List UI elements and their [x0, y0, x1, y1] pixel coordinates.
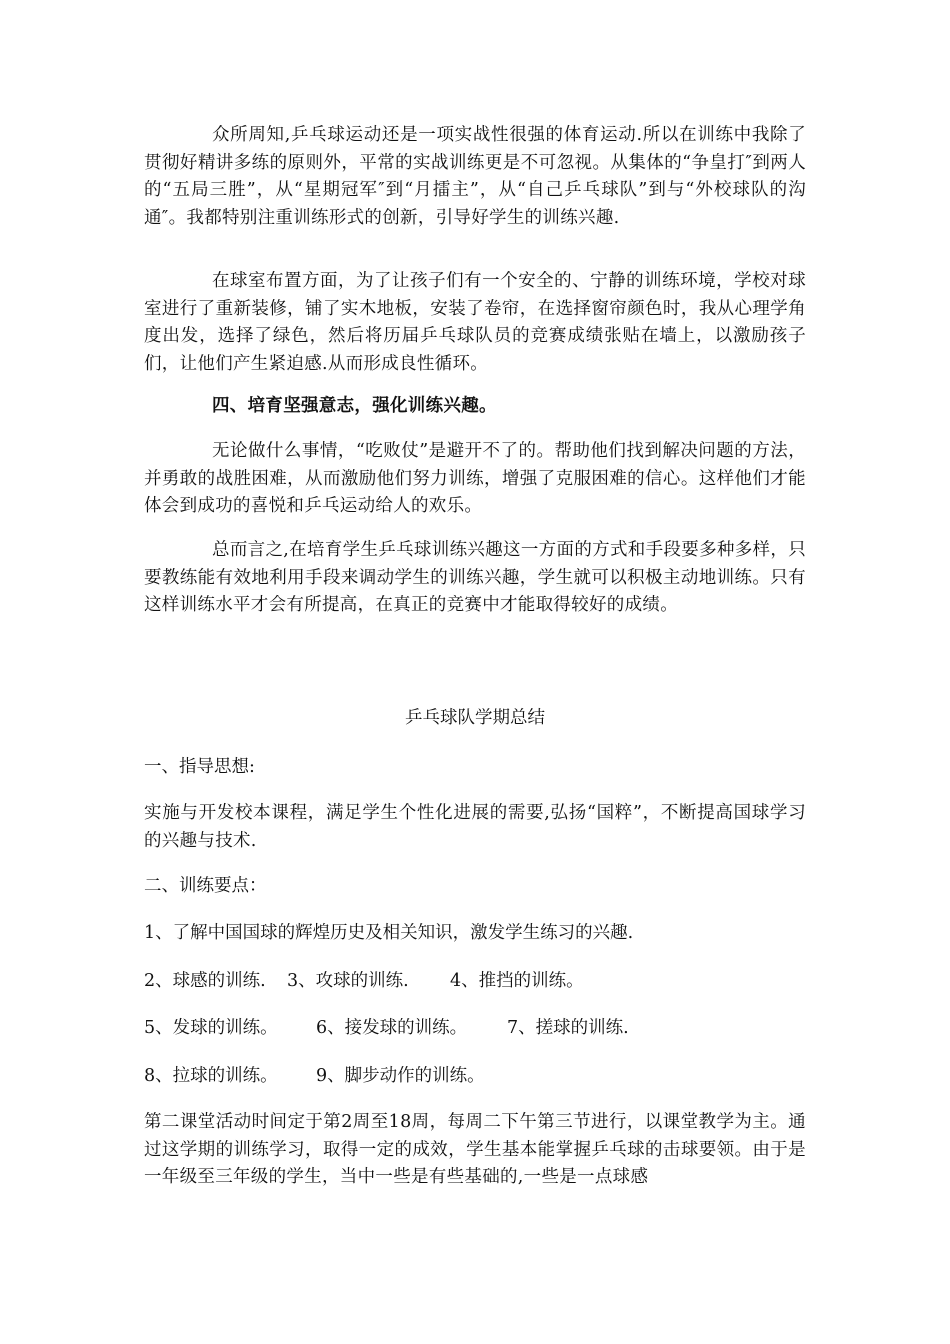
training-point-4: 4、推挡的训练。 — [450, 971, 584, 991]
section-heading-four: 四、培育坚强意志，强化训练兴趣。 — [212, 396, 497, 416]
training-points-row-3 — [144, 1015, 629, 1043]
training-point-1: 1、了解中国国球的辉煌历史及相关知识，激发学生练习的兴趣. — [144, 923, 634, 943]
training-point-5: 5、发球的训练。 — [144, 1018, 278, 1038]
paragraph-ball-room: 在球室布置方面，为了让孩子们有一个安全的、宁静的训练环境，学校对球室进行了重新装修，铺了实木地板，安装了卷帘，在选择窗帘颜色时，我从心理学角度出发，选择了绿色，然后将历届乒乓球队员的竞赛成绩张贴在墙上，以激励孩子们，让他们产生紧迫感.从而形成良性循环。 — [144, 271, 806, 374]
training-points-row-2 — [144, 968, 584, 996]
section1-heading: 一、指导思想: — [144, 757, 255, 777]
paragraph-practical-training: 众所周知,乒乓球运动还是一项实战性很强的体育运动.所以在训练中我除了贯彻好精讲多练的原则外，平常的实战训练更是不可忽视。从集体的“争皇打″到两人的“五局三胜”，从“星期冠军″到“月擂主”，从“自己乒乓球队”到与“外校球队的沟通″。我都特别注重训练形式的创新，引导好学生的训练兴趣. — [144, 125, 806, 228]
summary-title: 乒乓球队学期总结 — [405, 708, 545, 728]
training-point-9: 9、脚步动作的训练。 — [316, 1066, 485, 1086]
paragraph-conclusion: 总而言之,在培育学生乒乓球训练兴趣这一方面的方式和手段要多种多样，只要教练能有效地利用手段来调动学生的训练兴趣，学生就可以积极主动地训练。只有这样训练水平才会有所提高，在真正的竞赛中才能取得较好的成绩。 — [144, 540, 806, 615]
training-point-7: 7、搓球的训练. — [507, 1018, 629, 1038]
training-point-6: 6、接发球的训练。 — [316, 1018, 468, 1038]
section1-text: 实施与开发校本课程，满足学生个性化进展的需要,弘扬“国粹”，不断提高国球学习的兴趣与技术. — [144, 803, 806, 851]
training-point-8: 8、拉球的训练。 — [144, 1066, 278, 1086]
training-point-3: 3、攻球的训练. — [287, 971, 409, 991]
training-point-2: 2、球感的训练. — [144, 971, 266, 991]
paragraph-setbacks: 无论做什么事情，“吃败仗”是避开不了的。帮助他们找到解决问题的方法，并勇敢的战胜困难，从而激励他们努力训练，增强了克服困难的信心。这样他们才能体会到成功的喜悦和乒乓运动给人的欢乐。 — [144, 441, 806, 516]
training-points-row-4 — [144, 1063, 485, 1091]
section2-heading: 二、训练要点： — [144, 876, 267, 896]
closing-paragraph: 第二课堂活动时间定于第2周至18周，每周二下午第三节进行，以课堂教学为主。通过这学期的训练学习，取得一定的成效，学生基本能掌握乒乓球的击球要领。由于是一年级至三年级的学生，当中一些是有些基础的,一些是一点球感 — [144, 1112, 806, 1187]
